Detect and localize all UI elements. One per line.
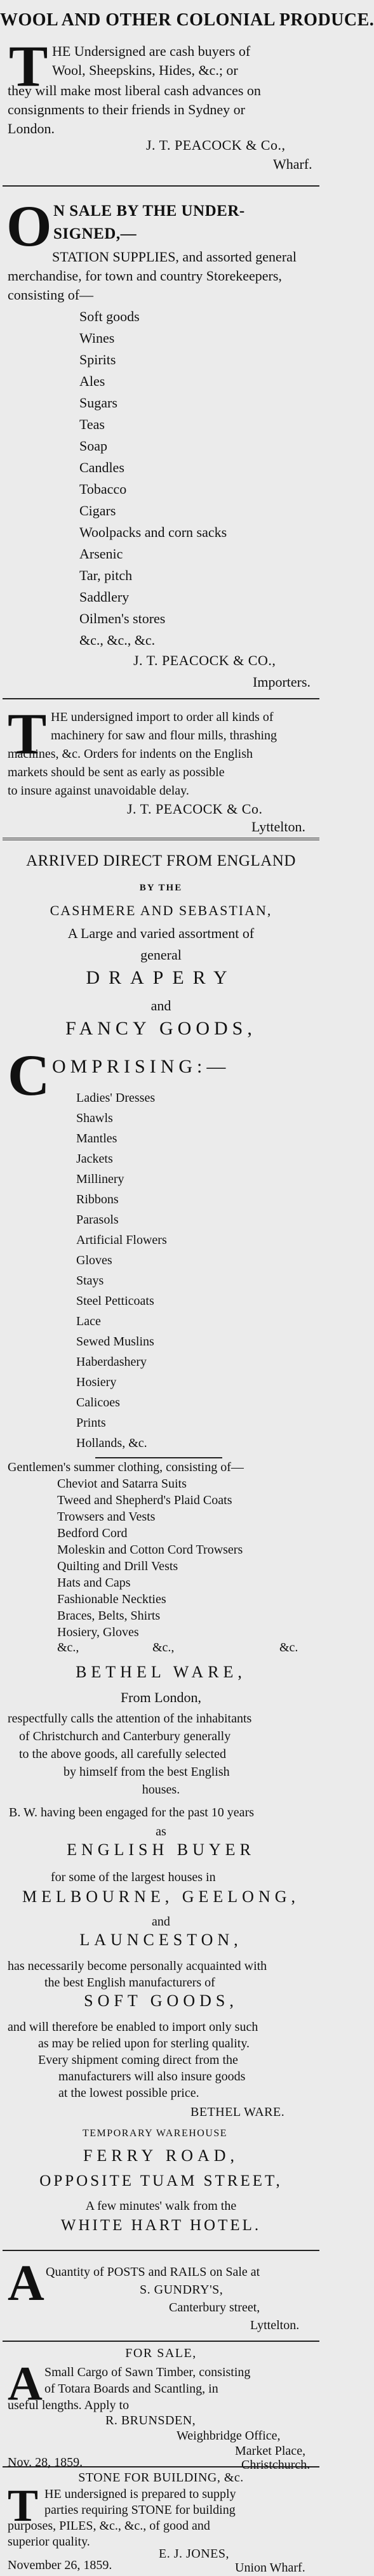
machinery-body-line: machinery for saw and flour mills, thrashing [51, 729, 277, 743]
drapery-item: Hosiery [76, 1375, 117, 1389]
sale-item: Spirits [79, 352, 116, 367]
drapery-fancy-goods: FANCY GOODS, [65, 1018, 257, 1039]
drapery-item: Millinery [76, 1172, 124, 1186]
wool-heading: WOOL AND OTHER COLONIAL PRODUCE. [0, 10, 374, 30]
drapery-item: Stays [76, 1274, 104, 1288]
gentlemen-item: Tweed and Shepherd's Plaid Coats [57, 1493, 232, 1507]
wool-dropcap: T [9, 34, 48, 98]
stone-name: E. J. JONES, [159, 2547, 230, 2561]
bethel-body3-line: manufacturers will also insure goods [58, 2070, 246, 2084]
divider [3, 2250, 319, 2251]
bethel-body2-line: has necessarily become personally acquainted with [8, 1959, 267, 1973]
sale-heading-continued: SIGNED,— [53, 225, 137, 242]
bethel-heading: BETHEL WARE, [76, 1663, 246, 1681]
drapery-assortment: A Large and varied assortment of [67, 925, 255, 941]
drapery-item: Calicoes [76, 1396, 120, 1410]
sale-item: Saddlery [79, 589, 130, 605]
posts-dropcap: A [8, 2256, 44, 2311]
wool-body-line: HE Undersigned are cash buyers of [52, 43, 251, 59]
bethel-buyer: ENGLISH BUYER [67, 1840, 255, 1859]
drapery-general: general [140, 947, 182, 963]
machinery-dropcap: T [8, 701, 47, 766]
bethel-cities: MELBOURNE, GEELONG, [22, 1887, 300, 1906]
stone-body-line: HE undersigned is prepared to supply [44, 2487, 236, 2501]
wool-location: Wharf. [273, 156, 312, 172]
drapery-by-the: BY THE [139, 883, 183, 893]
bethel-body-line: respectfully calls the attention of the inhabitants [8, 1712, 252, 1726]
gentlemen-item: Fashionable Neckties [57, 1592, 166, 1606]
stone-location: Union Wharf. [235, 2561, 305, 2575]
sale-role: Importers. [253, 674, 311, 690]
wool-body-line: Wool, Sheepskins, Hides, &c.; or [52, 62, 238, 78]
sale-item: Wines [79, 330, 115, 346]
bethel-address [0, 2148, 322, 2243]
sale-item: Tobacco [79, 481, 127, 497]
drapery-item: Artificial Flowers [76, 1233, 167, 1247]
drapery-title: DRAPERY [86, 967, 236, 988]
drapery-item: Jackets [76, 1152, 113, 1166]
drapery-item: Parasols [76, 1213, 119, 1227]
timber-body-line: of Totara Boards and Scantling, in [44, 2382, 218, 2396]
sale-intro-line: consisting of— [8, 287, 94, 303]
drapery-item: Shawls [76, 1111, 113, 1125]
gentlemen-intro: Gentlemen's summer clothing, consisting of— [8, 1460, 244, 1474]
gentlemen-clothing [0, 1460, 322, 1655]
machinery-body-line: to insure against unavoidable delay. [8, 784, 189, 798]
bethel-body3-line: as may be relied upon for sterling quality. [38, 2037, 250, 2051]
divider [3, 838, 319, 840]
wool-body-line: London. [8, 121, 55, 136]
stone-dropcap: T [8, 2480, 39, 2531]
sale-item: Ales [79, 373, 105, 389]
bethel-and: and [152, 1915, 170, 1929]
gentlemen-item: Bedford Cord [57, 1526, 128, 1540]
bethel-soft-goods: SOFT GOODS, [84, 1991, 238, 2010]
stone-body-line: parties requiring STONE for building [44, 2503, 236, 2517]
sale-item: Cigars [79, 503, 116, 519]
drapery-item: Sewed Muslins [76, 1335, 154, 1349]
drapery-comprising: OMPRISING:— [52, 1056, 230, 1077]
gentlemen-item: Quilting and Drill Vests [57, 1559, 178, 1573]
divider [3, 2466, 319, 2467]
gentlemen-item: Trowsers and Vests [57, 1510, 156, 1524]
bethel-launceston: LAUNCESTON, [79, 1931, 243, 1949]
stone-date: November 26, 1859. [8, 2558, 112, 2572]
posts-rails-advertisement [0, 2253, 322, 2339]
sale-item: Sugars [79, 395, 117, 411]
sale-item: Tar, pitch [79, 567, 133, 583]
sale-item: Woolpacks and corn sacks [79, 524, 227, 540]
timber-body-line: useful lengths. Apply to [8, 2398, 130, 2412]
machinery-body-line: markets should be sent as early as possible [8, 765, 225, 779]
timber-body-line: Small Cargo of Sawn Timber, consisting [44, 2365, 251, 2379]
bethel-temp-warehouse: TEMPORARY WAREHOUSE [83, 2128, 228, 2139]
bethel-body3-line: and will therefore be enabled to import only such [8, 2020, 258, 2034]
machinery-location: Lyttelton. [251, 819, 305, 835]
sale-item: Teas [79, 416, 105, 432]
bethel-body3-line: Every shipment coming direct from the [38, 2053, 238, 2067]
drapery-item: Gloves [76, 1253, 112, 1267]
posts-body-line: S. GUNDRY'S, [140, 2283, 224, 2297]
timber-heading: FOR SALE, [125, 2346, 197, 2360]
drapery-dropcap: C [8, 1043, 50, 1107]
wool-signature: J. T. PEACOCK & Co., [146, 137, 286, 153]
timber-city: Christchurch. [241, 2458, 311, 2472]
bethel-walk: A few minutes' walk from the [85, 2199, 237, 2213]
bethel-engaged: B. W. having been engaged for the past 10 years [9, 1806, 255, 1820]
machinery-body-line: HE undersigned import to order all kinds of [51, 710, 274, 724]
sale-item: Soap [79, 438, 107, 454]
bethel-signature: BETHEL WARE. [190, 2105, 285, 2119]
stone-body-line: purposes, PILES, &c., &c., of good and [8, 2519, 210, 2533]
gentlemen-item: Cheviot and Satarra Suits [57, 1477, 187, 1491]
bethel-hotel: WHITE HART HOTEL. [60, 2217, 262, 2234]
machinery-body-line: machines, &c. Orders for indents on the English [8, 747, 253, 761]
bethel-body-line: of Christchurch and Canterbury generally [19, 1729, 231, 1743]
sale-signature: J. T. PEACOCK & CO., [133, 652, 276, 668]
gentlemen-item: Hats and Caps [57, 1576, 131, 1590]
drapery-and: and [150, 998, 171, 1014]
gentlemen-item: Hosiery, Gloves [57, 1625, 139, 1639]
sale-item: Oilmen's stores [79, 611, 166, 626]
wool-body-line: consignments to their friends in Sydney or [8, 102, 245, 117]
drapery-advertisement [0, 842, 322, 1565]
gentlemen-item: Moleskin and Cotton Cord Trowsers [57, 1543, 243, 1557]
sale-dropcap: O [6, 194, 52, 258]
etc-marker: &c. [279, 1641, 298, 1655]
bethel-body2-line: the best English manufacturers of [44, 1976, 215, 1990]
bethel-opposite: OPPOSITE TUAM STREET, [39, 2172, 283, 2190]
drapery-item: Ladies' Dresses [76, 1091, 156, 1105]
sale-advertisement [0, 188, 322, 723]
bethel-body-line: houses. [142, 1783, 180, 1797]
drapery-item: Prints [76, 1416, 106, 1430]
etc-marker: &c., [57, 1641, 79, 1655]
wool-advertisement [0, 0, 374, 184]
sale-item: Candles [79, 459, 124, 475]
sale-item: &c., &c., &c. [79, 632, 156, 648]
sale-heading: N SALE BY THE UNDER- [53, 202, 245, 220]
divider [3, 2341, 319, 2342]
drapery-item: Haberdashery [76, 1355, 147, 1369]
stone-body-line: superior quality. [8, 2535, 90, 2549]
stone-heading: STONE FOR BUILDING, &c. [78, 2471, 244, 2485]
wool-body-line: they will make most liberal cash advances on [8, 83, 261, 98]
timber-advertisement [0, 2343, 322, 2472]
bethel-from: From London, [120, 1689, 202, 1705]
stone-advertisement [0, 2469, 322, 2576]
sale-item: Arsenic [79, 546, 123, 562]
bethel-body-line: by himself from the best English [63, 1765, 230, 1779]
divider [3, 185, 319, 187]
drapery-item: Steel Petticoats [76, 1294, 154, 1308]
divider [3, 698, 319, 699]
machinery-advertisement [0, 701, 322, 836]
drapery-heading: ARRIVED DIRECT FROM ENGLAND [26, 852, 296, 869]
bethel-body-line: to the above goods, all carefully selected [19, 1747, 226, 1761]
bethel-body3-line: at the lowest possible price. [58, 2086, 199, 2100]
posts-body-line: Quantity of POSTS and RAILS on Sale at [46, 2265, 260, 2279]
timber-place: Market Place, [235, 2444, 306, 2458]
sale-item: Soft goods [79, 308, 140, 324]
bethel-as: as [156, 1825, 166, 1839]
drapery-item: Lace [76, 1314, 101, 1328]
sale-intro-line: STATION SUPPLIES, and assorted general [52, 249, 297, 265]
gentlemen-item: Braces, Belts, Shirts [57, 1609, 161, 1623]
sale-intro-line: merchandise, for town and country Storekeepers, [8, 268, 282, 284]
drapery-item: Hollands, &c. [76, 1436, 147, 1450]
drapery-item: Ribbons [76, 1192, 119, 1206]
bethel-ferry-road: FERRY ROAD, [83, 2146, 239, 2165]
etc-marker: &c., [152, 1641, 175, 1655]
posts-body-line: Canterbury street, [169, 2301, 260, 2315]
drapery-ships: CASHMERE AND SEBASTIAN, [50, 902, 272, 918]
posts-body-line: Lyttelton. [250, 2318, 300, 2332]
short-divider [95, 1457, 222, 1458]
bethel-ware-advertisement [0, 1658, 322, 2153]
drapery-item: Mantles [76, 1132, 117, 1146]
machinery-signature: J. T. PEACOCK & Co. [127, 801, 263, 817]
timber-dropcap: A [8, 2357, 43, 2410]
bethel-firms: for some of the largest houses in [51, 1870, 216, 1884]
timber-date: Nov. 28, 1859. [8, 2455, 83, 2469]
timber-name: R. BRUNSDEN, [105, 2414, 196, 2427]
timber-office: Weighbridge Office, [177, 2429, 281, 2443]
